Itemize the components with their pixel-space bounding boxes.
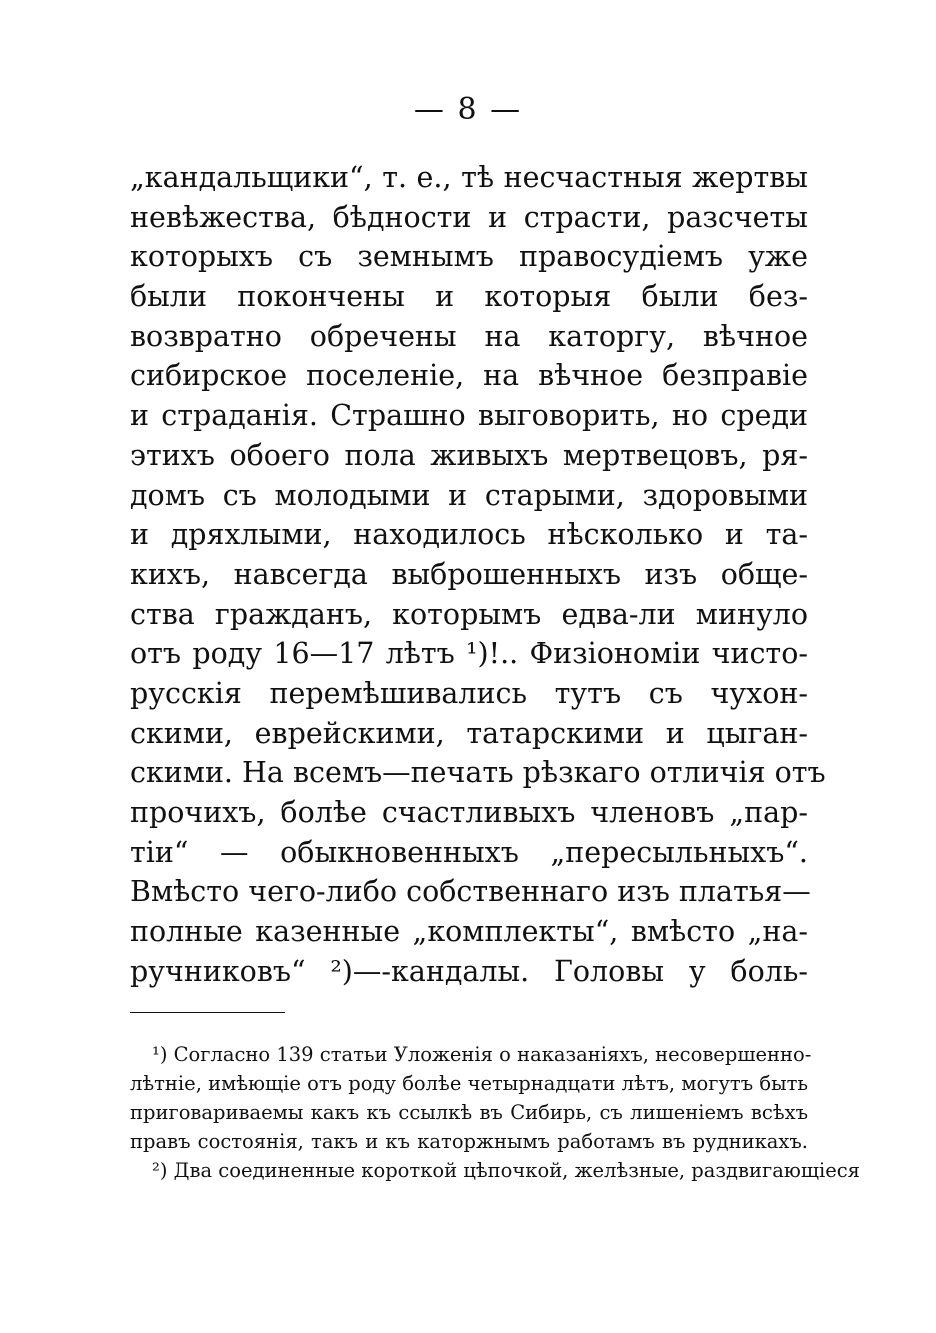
- footnote-line: правъ состоянія, такъ и къ каторжнымъ работамъ въ рудникахъ.: [130, 1130, 808, 1153]
- footnote-line: ²) Два соединенные короткой цѣпочкой, желѣзные, раздвигающіеся: [152, 1159, 860, 1182]
- text-line: прочихъ, болѣе счастливыхъ членовъ „пар-: [130, 796, 808, 829]
- text-line: сибирское поселеніе, на вѣчное безправіе: [130, 359, 808, 393]
- text-line: ручниковъ“ ²)—-кандалы. Головы у боль-: [130, 954, 808, 988]
- text-line: невѣжества, бѣдности и страсти, разсчеты: [130, 200, 808, 234]
- text-line: отъ роду 16—17 лѣтъ ¹)!.. Физіономіи чисто-: [130, 637, 808, 671]
- text-line: были покончены и которыя были без-: [130, 280, 808, 314]
- text-line: домъ съ молодыми и старыми, здоровыми: [130, 478, 808, 512]
- text-line: русскія перемѣшивались тутъ съ чухон-: [130, 676, 808, 710]
- text-line: полные казенные „комплекты“, вмѣсто „на-: [130, 915, 808, 949]
- text-line: и дряхлыми, находилось нѣсколько и та-: [130, 518, 808, 552]
- footnote-divider: [130, 1012, 285, 1013]
- text-line: „кандальщики“, т. е., тѣ несчастныя жертвы: [130, 161, 808, 194]
- text-line: возвратно обречены на каторгу, вѣчное: [130, 319, 808, 353]
- main-text: [130, 158, 826, 991]
- text-line: Вмѣсто чего-либо собственнаго изъ платья—: [130, 875, 811, 909]
- footnote-line: ¹) Согласно 139 статьи Уложенія о наказаніяхъ, несовершенно-: [152, 1043, 812, 1066]
- text-line: этихъ обоего пола живыхъ мертвецовъ, ря-: [130, 438, 808, 472]
- text-line: тіи“ — обыкновенныхъ „пересыльныхъ“.: [130, 835, 808, 869]
- text-line: скими. На всемъ—печать рѣзкаго отличія отъ: [130, 756, 826, 790]
- text-line: скими, еврейскими, татарскими и цыган-: [130, 716, 808, 750]
- text-line: и страданія. Страшно выговорить, но среди: [130, 399, 808, 433]
- footnote-line: приговариваемы какъ къ ссылкѣ въ Сибирь, съ лишеніемъ всѣхъ: [130, 1101, 808, 1124]
- text-line: ства гражданъ, которымъ едва-ли минуло: [130, 597, 808, 631]
- footnote-line: лѣтніе, имѣющіе отъ роду болѣе четырнадцати лѣтъ, могутъ быть: [130, 1072, 808, 1095]
- text-line: которыхъ съ земнымъ правосудіемъ уже: [130, 240, 808, 274]
- page-number: — 8 —: [413, 92, 523, 127]
- footnotes: [130, 1040, 860, 1185]
- text-line: кихъ, навсегда выброшенныхъ изъ обще-: [130, 557, 808, 591]
